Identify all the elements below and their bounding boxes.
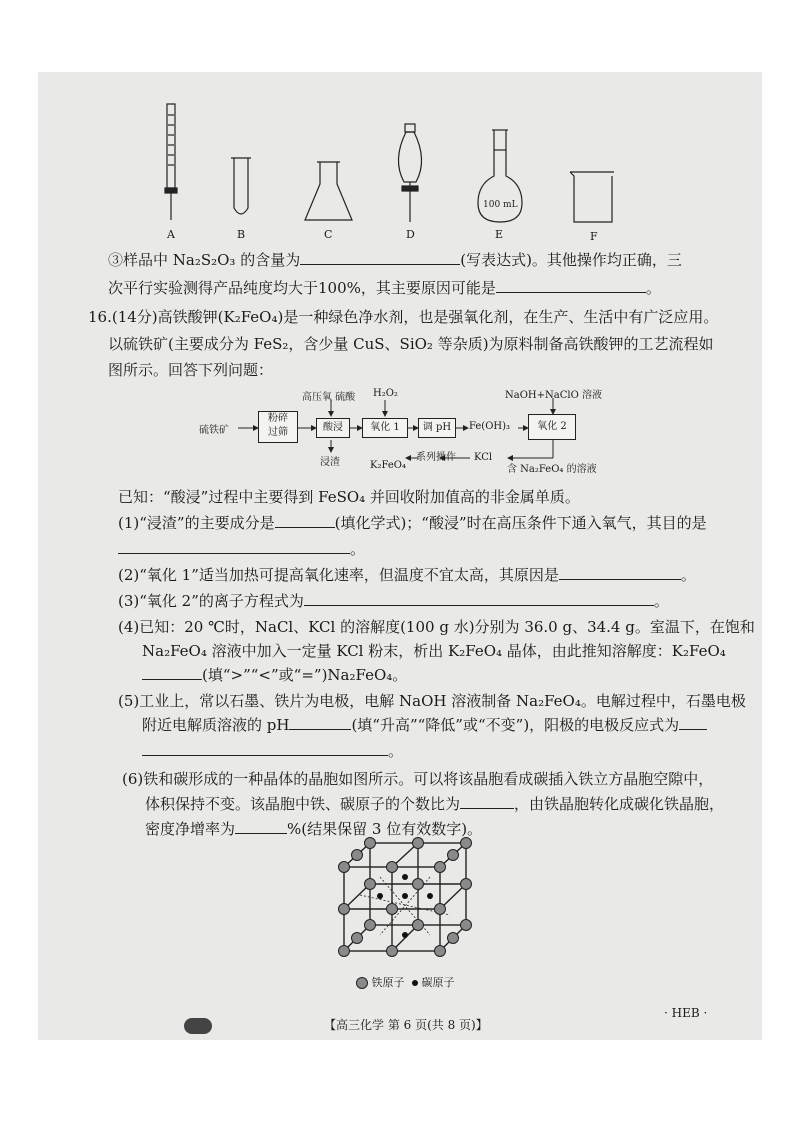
flow-step-acid-leach: 酸浸 [316,418,350,438]
q15-part3-line2: 次平行实验测得产品纯度均大于100%，其主要原因可能是 。 [108,279,661,297]
flow-ferrate-solution: 含 Na₂FeO₄ 的溶液 [507,464,597,475]
q16-p4-line3: (填“>”“<”或“=”)Na₂FeO₄。 [142,665,407,685]
flow-raw-material: 硫铁矿 [199,425,229,436]
flow-reagent-naoh-naclo: NaOH+NaClO 溶液 [505,390,602,401]
apparatus-label-e: E [495,228,504,241]
apparatus-label-a: A [167,228,175,241]
flow-reagent-oxygen-acid: 高压氧 硫酸 [302,392,356,403]
scanner-logo-icon [184,1018,212,1034]
flow-series-operation: 系列操作 [416,452,456,463]
apparatus-label-c: C [324,228,333,241]
q16-p4-line2: Na₂FeO₄ 溶液中加入一定量 KCl 粉末，析出 K₂FeO₄ 晶体，由此推知溶解度：K₂FeO₄ [142,642,726,660]
page-footer: 【高三化学 第 6 页(共 8 页)】 [324,1018,488,1032]
flow-residue: 浸渣 [320,457,340,468]
flow-step-crush: 粉碎 过筛 [258,411,298,443]
iron-atom-icon [356,977,368,989]
flow-reagent-h2o2: H₂O₂ [373,388,398,399]
q15-part3-line1: ③样品中 Na₂S₂O₃ 的含量为 (写表达式)。其他操作均正确，三 [108,251,682,269]
flow-reagent-kcl: KCl [474,452,493,463]
flow-product: K₂FeO₄ [370,460,406,471]
apparatus-label-b: B [237,228,246,241]
q16-p1-line2: 。 [118,539,365,559]
apparatus-label-f: F [590,230,598,243]
q16-intro-line1: 16.(14分)高铁酸钾(K₂FeO₄)是一种绿色净水剂，也是强氧化剂，在生产、生活中有广泛应用。 [88,308,719,326]
flask-volume-label: 100 mL [483,200,518,210]
q16-p6-line3: 密度净增率为 %(结果保留 3 位有效数字)。 [145,820,483,838]
q16-p3: (3)“氧化 2”的离子方程式为 。 [118,592,669,610]
legend-iron-label: 铁原子 [371,976,405,989]
crystal-legend [356,974,455,990]
flow-step-adjust-ph: 调 pH [418,418,456,438]
flow-feoh3: Fe(OH)₃ [469,421,511,432]
flow-step-oxidation1: 氧化 1 [362,418,408,438]
carbon-atom-icon [412,980,418,986]
q16-known: 已知：“酸浸”过程中主要得到 FeSO₄ 并回收附加值高的非金属单质。 [118,488,580,506]
q16-p5-line3: 。 [142,741,403,761]
flow-step-oxidation2: 氧化 2 [528,414,576,440]
legend-carbon-label: 碳原子 [421,976,455,989]
q16-intro-line3: 图所示。回答下列问题： [108,361,274,379]
q16-p4-line1: (4)已知：20 ℃时，NaCl、KCl 的溶解度(100 g 水)分别为 36.0 g、34.4 g。室温下，在饱和 [118,618,755,636]
q16-p6-line1: (6)铁和碳形成的一种晶体的晶胞如图所示。可以将该晶胞看成碳插入铁立方晶胞空隙中， [122,770,714,788]
q16-p5-line2: 附近电解质溶液的 pH (填“升高”“降低”或“不变”)，阳极的电极反应式为 [142,715,707,735]
q16-p6-line2: 体积保持不变。该晶胞中铁、碳原子的个数比为 ，由铁晶胞转化成碳化铁晶胞， [145,795,725,813]
footer-code: · HEB · [664,1006,708,1020]
q16-intro-line2: 以硫铁矿(主要成分为 FeS₂，含少量 CuS、SiO₂ 等杂质)为原料制备高铁酸钾的工艺流程如 [108,335,714,353]
q16-p1-line1: (1)“浸渣”的主要成分是 (填化学式)；“酸浸”时在高压条件下通入氧气，其目的是 [118,514,707,532]
q16-p5-line1: (5)工业上，常以石墨、铁片为电极，电解 NaOH 溶液制备 Na₂FeO₄。电解过程中，石墨电极 [118,692,746,710]
q16-p2: (2)“氧化 1”适当加热可提高氧化速率，但温度不宜太高，其原因是 。 [118,566,696,584]
crystal-cell-figure [330,835,490,965]
apparatus-label-d: D [406,228,415,241]
